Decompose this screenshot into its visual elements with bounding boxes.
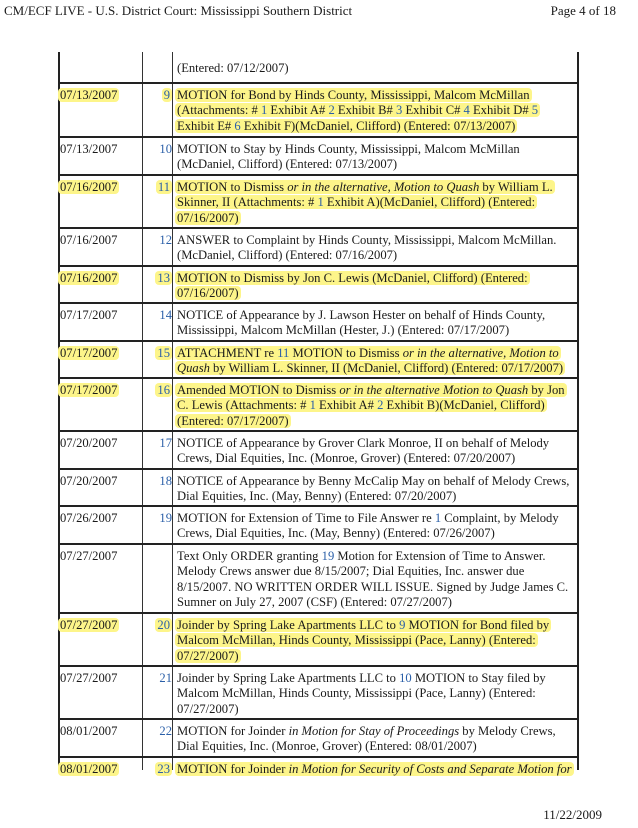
entry-description — [177, 671, 575, 717]
entry-number[interactable] — [144, 474, 172, 489]
entry-number-link[interactable]: 11 — [157, 180, 170, 194]
docket-entry-row — [58, 507, 579, 545]
entry-number-link[interactable]: 21 — [159, 671, 172, 685]
description-segment: MOTION to Dismiss — [177, 180, 288, 194]
description-segment: MOTION to Stay by Hinds County, Mississippi, Malcom McMillan (McDaniel, Clifford) (Entered: 07/13/2007) — [177, 142, 520, 172]
entry-date-text: 07/13/2007 — [60, 142, 118, 156]
docket-entry-row — [58, 432, 579, 470]
header-title: CM/ECF LIVE - U.S. District Court: Mississippi Southern District — [4, 3, 353, 18]
description-segment: Exhibit B# — [334, 103, 397, 118]
entry-date — [60, 180, 119, 195]
description-segment: Exhibit F)(McDaniel, Clifford) (Entered: 07/13/2007) — [240, 118, 516, 133]
entry-number-link[interactable]: 23 — [157, 762, 170, 776]
document-link[interactable]: 9 — [399, 618, 406, 632]
entry-description — [177, 724, 575, 755]
entry-date-text: 07/26/2007 — [60, 511, 118, 525]
entry-date — [60, 233, 117, 248]
entry-number-link[interactable]: 19 — [159, 511, 172, 525]
entry-description — [177, 511, 575, 542]
description-segment: MOTION for Joinder — [177, 762, 289, 776]
description-segment: Joinder by Spring Lake Apartments LLC to — [177, 618, 400, 632]
description-segment: or in the alternative Motion to Quash — [339, 383, 529, 397]
entry-description — [177, 271, 575, 302]
document-link[interactable]: 2 — [328, 103, 335, 118]
docket-entry-row — [58, 138, 579, 176]
entry-date — [60, 511, 117, 526]
entry-date — [60, 762, 119, 777]
entry-number-link[interactable]: 20 — [157, 618, 170, 632]
page-number: Page 4 of 18 — [550, 3, 616, 18]
entry-description-text — [177, 474, 569, 503]
entry-description — [177, 436, 575, 467]
entry-date — [60, 671, 117, 686]
description-segment: MOTION for Bond filed by Malcom McMillan, Hinds County, Mississippi (Pace, Lanny) (Entered: 07/27/2007) — [177, 618, 550, 663]
entry-description-text — [177, 671, 546, 716]
document-link[interactable]: 2 — [377, 398, 384, 413]
docket-entry-row — [58, 59, 579, 84]
description-segment: MOTION to Dismiss by Jon C. Lewis (McDaniel, Clifford) (Entered: 07/16/2007) — [177, 271, 528, 301]
entry-number[interactable] — [144, 88, 172, 103]
entry-number[interactable] — [144, 142, 172, 157]
description-segment: Amended MOTION to Dismiss — [177, 383, 340, 397]
entry-number-link[interactable]: 12 — [159, 233, 172, 247]
description-segment: by Melody Crews, Dial Equities, Inc. (Monroe, Grover) (Entered: 08/01/2007) — [177, 724, 556, 754]
entry-date — [60, 142, 117, 157]
entry-number[interactable] — [144, 346, 172, 361]
description-segment: Exhibit D# — [469, 103, 532, 118]
entry-date-text: 07/27/2007 — [60, 671, 118, 685]
description-segment: Exhibit A# — [315, 398, 378, 413]
entry-date-text: 07/17/2007 — [60, 308, 118, 322]
entry-description-text — [177, 308, 545, 337]
entry-date-text: 08/01/2007 — [60, 724, 118, 738]
document-link[interactable]: 19 — [321, 549, 335, 563]
description-segment: in Motion for Stay of Proceedings — [288, 724, 460, 738]
description-segment: Exhibit A# — [267, 103, 329, 118]
description-segment: MOTION to Stay filed by Malcom McMillan, Hinds County, Mississippi (Pace, Lanny) (Entered: 07/27/2007) — [177, 671, 546, 716]
entry-date — [60, 549, 117, 564]
entry-description — [177, 308, 575, 339]
description-segment: MOTION for Bond by Hinds County, Mississippi, Malcom McMillan (Attachments: # — [177, 88, 530, 118]
entry-date-text: 07/27/2007 — [60, 549, 118, 563]
entry-date — [60, 436, 117, 451]
print-date: 11/22/2009 — [543, 807, 602, 822]
document-link[interactable]: 1 — [317, 195, 324, 210]
entry-description — [177, 142, 575, 173]
description-segment: Joinder by Spring Lake Apartments LLC to — [177, 671, 400, 685]
entry-number-link[interactable]: 17 — [159, 436, 172, 450]
entry-description-text — [175, 346, 565, 375]
description-segment: NOTICE of Appearance by Benny McCalip May on behalf of Melody Crews, Dial Equities, Inc. (May, Benny) (Entered: 07/20/2007) — [177, 474, 570, 504]
entry-description-text — [177, 549, 568, 609]
description-segment: Text Only ORDER granting — [177, 549, 322, 563]
description-segment: by William L. Skinner, II (McDaniel, Clifford) (Entered: 07/17/2007) — [209, 361, 564, 376]
entry-date-text: 07/16/2007 — [60, 180, 118, 194]
entry-date-text: 07/17/2007 — [60, 346, 118, 360]
entry-number[interactable] — [144, 271, 172, 286]
entry-description-text — [177, 61, 289, 75]
document-link[interactable]: 10 — [399, 671, 412, 685]
docket-entry-row — [58, 304, 579, 342]
document-link[interactable]: 1 — [434, 511, 442, 525]
entry-number[interactable] — [144, 308, 172, 323]
description-segment: by Jon C. Lewis (Attachments: # — [177, 383, 565, 413]
docket-entry-row — [58, 84, 579, 138]
description-segment: Exhibit A)(McDaniel, Clifford) (Entered: 07/16/2007) — [177, 195, 536, 225]
entry-date — [60, 724, 117, 739]
entry-number[interactable] — [144, 724, 172, 739]
description-segment: Exhibit B)(McDaniel, Clifford) (Entered: 07/17/2007) — [177, 398, 545, 428]
entry-description-text — [177, 724, 556, 753]
entry-date — [60, 346, 119, 361]
entry-description — [177, 88, 575, 134]
entry-description — [177, 474, 575, 505]
entry-date-text: 07/16/2007 — [60, 233, 118, 247]
entry-date — [60, 308, 117, 323]
description-segment: or in the alternative, Motion to Quash — [177, 346, 559, 376]
entry-number[interactable] — [144, 180, 172, 195]
description-segment: (Entered: 07/12/2007) — [177, 61, 289, 75]
description-segment: by William L. Skinner, II (Attachments: # — [177, 180, 553, 210]
docket-entry-row — [58, 379, 579, 432]
entry-description-text — [175, 618, 551, 663]
entry-description — [177, 346, 575, 377]
page-header — [0, 0, 638, 26]
entry-number[interactable] — [144, 671, 172, 686]
entry-number-link[interactable]: 16 — [157, 383, 170, 397]
docket-entry-row — [58, 758, 579, 828]
entry-description-text — [177, 436, 549, 465]
docket-entry-row — [58, 267, 579, 304]
docket-entry-row — [58, 176, 579, 229]
entry-description-text — [175, 88, 540, 133]
description-segment: Motion for Extension of Time to Answer. Melody Crews answer due 8/15/2007; Dial Equities, Inc. answer due 8/15/2007. NO WRITTEN ORDER WILL ISSUE. Signed by Judge James C. Sumner on July 27, 2007 (CSF) (Entered: 07/27/2007) — [177, 549, 569, 610]
docket-entry-row — [58, 614, 579, 667]
entry-description-text — [175, 180, 555, 225]
entry-number[interactable] — [144, 762, 172, 777]
description-segment: ANSWER to Complaint by Hinds County, Mississippi, Malcom McMillan. (McDaniel, Clifford) (Entered: 07/16/2007) — [177, 233, 557, 263]
entry-description-text — [175, 383, 567, 428]
entry-number-link[interactable]: 14 — [159, 308, 172, 322]
entry-date-text: 07/16/2007 — [60, 271, 118, 285]
entry-date — [60, 383, 119, 398]
description-segment: NOTICE of Appearance by Grover Clark Monroe, II on behalf of Melody Crews, Dial Equities, Inc. (Monroe, Grover) (Entered: 07/20/2007) — [177, 436, 550, 466]
description-segment: Exhibit E# — [177, 118, 235, 133]
entry-description-text — [177, 142, 520, 171]
entry-date-text: 07/27/2007 — [60, 618, 118, 632]
description-segment: MOTION for Joinder — [177, 724, 289, 738]
entry-number[interactable] — [144, 383, 172, 398]
entry-date-text: 07/13/2007 — [60, 88, 118, 102]
document-link[interactable]: 11 — [277, 346, 290, 360]
document-link[interactable]: 5 — [531, 103, 539, 118]
entry-number[interactable] — [144, 436, 172, 451]
docket-entry-row — [58, 720, 579, 758]
description-segment: ATTACHMENT re — [177, 346, 278, 360]
docket-entry-row — [58, 545, 579, 614]
entry-date — [60, 271, 119, 286]
entry-description-text — [177, 233, 556, 262]
description-segment: NOTICE of Appearance by J. Lawson Hester on behalf of Hinds County, Mississippi, Malcom McMillan (Hester, J.) (Entered: 07/17/2007) — [177, 308, 546, 338]
entry-description-text — [175, 762, 574, 776]
entry-description — [177, 618, 575, 664]
entry-date-text: 07/17/2007 — [60, 383, 118, 397]
entry-number[interactable] — [144, 618, 172, 633]
entry-number-link[interactable]: 10 — [159, 142, 172, 156]
entry-date-text: 07/20/2007 — [60, 436, 118, 450]
description-segment: or in the alternative, Motion to Quash — [287, 180, 480, 194]
description-segment: MOTION for Extension of Time to File Answer re — [177, 511, 435, 525]
entry-number-link[interactable]: 15 — [157, 346, 170, 360]
entry-date-text: 08/01/2007 — [60, 762, 118, 776]
entry-description — [177, 61, 575, 76]
document-link[interactable]: 4 — [463, 103, 470, 118]
description-segment: Exhibit C# — [402, 103, 464, 118]
entry-date — [60, 618, 119, 633]
entry-number-link[interactable]: 22 — [159, 724, 172, 738]
entry-description — [177, 549, 575, 611]
entry-description-text — [175, 271, 530, 300]
entry-description-text — [177, 511, 559, 540]
document-link[interactable]: 1 — [309, 398, 316, 413]
docket-entry-row — [58, 667, 579, 720]
entry-number-link[interactable]: 9 — [163, 88, 170, 102]
entry-date — [60, 474, 117, 489]
entry-number[interactable] — [144, 511, 172, 526]
document-link[interactable]: 6 — [234, 118, 241, 133]
description-segment: MOTION to Dismiss — [289, 346, 403, 360]
docket-entry-row — [58, 470, 579, 507]
entry-number-link[interactable]: 18 — [159, 474, 172, 488]
description-segment: Complaint, by Melody Crews, Dial Equities, Inc. (May, Benny) (Entered: 07/26/2007) — [177, 511, 559, 541]
entry-description — [177, 383, 575, 429]
document-link[interactable]: 1 — [260, 103, 268, 118]
entry-number-link[interactable]: 13 — [157, 271, 170, 285]
description-segment: in Motion for Security of Costs and Separate Motion for — [288, 762, 572, 776]
entry-number[interactable] — [144, 233, 172, 248]
entry-description — [177, 762, 575, 777]
entry-date-text: 07/20/2007 — [60, 474, 118, 488]
docket-entry-row — [58, 229, 579, 267]
docket-entry-row — [58, 342, 579, 379]
entry-description — [177, 233, 575, 264]
entry-description — [177, 180, 575, 226]
document-link[interactable]: 3 — [396, 103, 403, 118]
entry-date — [60, 88, 119, 103]
